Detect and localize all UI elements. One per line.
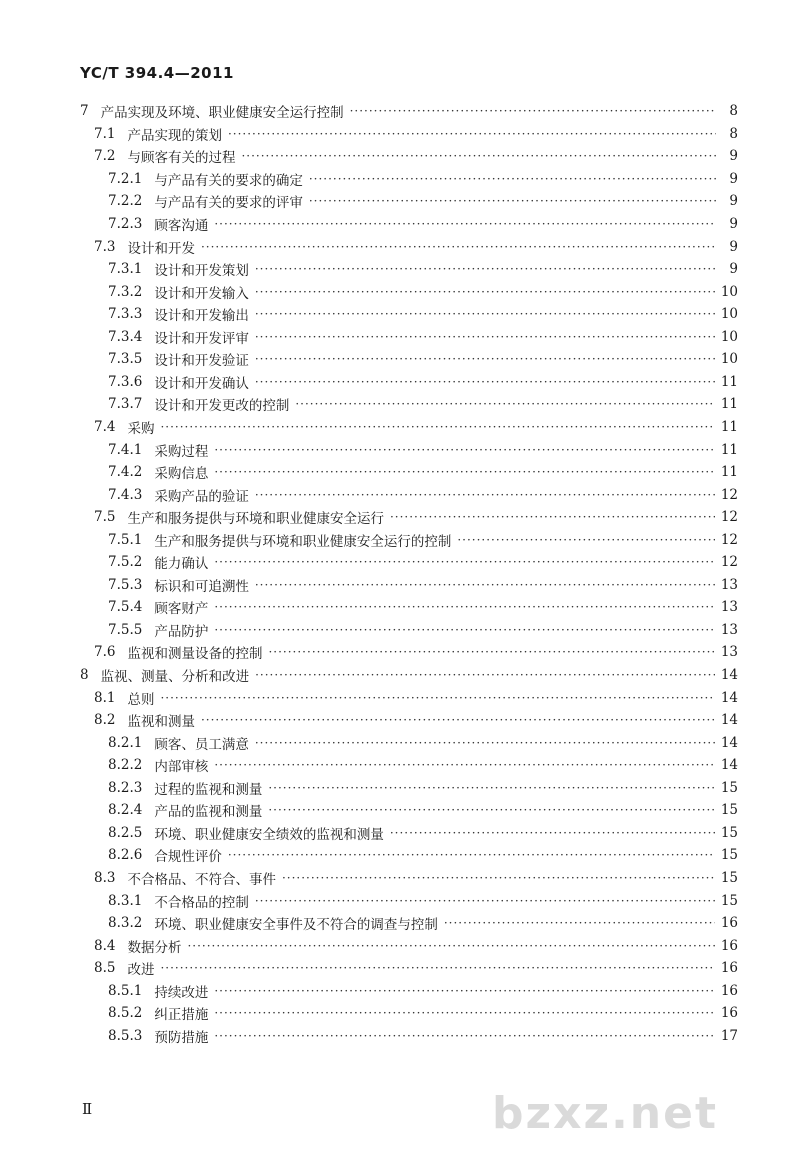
toc-leader-dots [444,916,715,930]
toc-entry-title: 纠正措施 [154,1007,209,1024]
toc-entry-page: 10 [720,306,738,323]
toc-entry[interactable] [0,1025,800,1048]
toc-entry-number: 8.2 [94,712,116,729]
toc-entry-title: 产品的监视和测量 [154,804,263,821]
toc-entry[interactable] [0,483,800,506]
toc-leader-dots [390,826,715,840]
toc-entry-number: 7.5.1 [108,531,143,548]
toc-leader-dots [255,488,715,502]
toc-entry-page: 10 [720,328,738,345]
toc-entry-page: 16 [720,937,738,954]
toc-entry[interactable] [0,1002,800,1025]
toc-entry-page: 15 [720,802,738,819]
toc-entry-page: 9 [729,148,738,165]
toc-entry[interactable] [0,528,800,551]
toc-entry[interactable] [0,461,800,484]
toc-leader-dots [214,555,714,569]
toc-leader-dots [201,240,716,254]
toc-entry[interactable] [0,506,800,529]
toc-entry-number: 7.5.3 [108,576,143,593]
toc-entry[interactable] [0,934,800,957]
toc-leader-dots [350,104,716,118]
toc-entry-page: 9 [729,193,738,210]
toc-entry[interactable] [0,213,800,236]
toc-leader-dots [309,172,716,186]
toc-entry[interactable] [0,754,800,777]
toc-entry-number: 7.3.2 [108,283,143,300]
toc-entry-page: 15 [720,847,738,864]
toc-entry[interactable] [0,731,800,754]
toc-entry-page: 11 [720,418,738,435]
toc-entry-number: 7.5 [94,509,116,526]
toc-entry-page: 11 [720,396,738,413]
toc-leader-dots [187,939,714,953]
toc-entry-page: 16 [720,1005,738,1022]
toc-leader-dots [268,803,714,817]
toc-entry-page: 9 [729,216,738,233]
toc-entry-page: 12 [720,554,738,571]
toc-leader-dots [255,262,716,276]
toc-entry-title: 能力确认 [154,556,209,573]
toc-entry[interactable] [0,393,800,416]
toc-entry-page: 13 [720,576,738,593]
toc-entry-page: 17 [720,1027,738,1044]
toc-entry-title: 顾客财产 [154,601,209,618]
toc-entry-page: 8 [729,103,738,120]
toc-entry-page: 11 [720,464,738,481]
toc-entry-number: 8.4 [94,937,116,954]
toc-entry-title: 生产和服务提供与环境和职业健康安全运行的控制 [154,533,452,550]
toc-entry[interactable] [0,619,800,642]
toc-entry-title: 设计和开发更改的控制 [154,398,290,415]
toc-entry-page: 9 [729,170,738,187]
toc-leader-dots [255,736,715,750]
toc-entry-title: 不合格品的控制 [154,894,249,911]
toc-entry-number: 8.1 [94,689,116,706]
toc-entry[interactable] [0,235,800,258]
toc-entry-title: 设计和开发输入 [154,285,249,302]
toc-entry-page: 15 [720,779,738,796]
toc-leader-dots [160,691,714,705]
toc-entry-number: 7.3 [94,238,116,255]
toc-entry[interactable] [0,371,800,394]
toc-entry[interactable] [0,348,800,371]
toc-entry-title: 生产和服务提供与环境和职业健康安全运行 [127,511,384,528]
toc-entry-number: 7.4 [94,418,116,435]
toc-leader-dots [241,149,716,163]
toc-entry-number: 8.5.1 [108,982,143,999]
toc-entry-page: 10 [720,283,738,300]
toc-entry-number: 7.5.2 [108,554,143,571]
toc-entry-title: 设计和开发评审 [154,330,249,347]
toc-entry-number: 7.6 [94,644,116,661]
toc-entry[interactable] [0,641,800,664]
toc-entry-title: 产品实现及环境、职业健康安全运行控制 [100,105,344,122]
toc-entry[interactable] [0,664,800,687]
toc-entry-title: 采购过程 [154,443,209,460]
toc-entry[interactable] [0,168,800,191]
toc-leader-dots [255,285,715,299]
toc-entry-number: 7.5.5 [108,621,143,638]
toc-leader-dots [309,194,716,208]
toc-entry-title: 监视和测量 [127,714,195,731]
toc-entry-number: 8.3 [94,869,116,886]
toc-entry-title: 与顾客有关的过程 [127,150,236,167]
toc-leader-dots [282,871,715,885]
toc-entry-page: 15 [720,869,738,886]
toc-entry-page: 15 [720,892,738,909]
toc-entry-number: 7.2.2 [108,193,143,210]
toc-entry-page: 11 [720,441,738,458]
toc-entry-number: 7.3.6 [108,373,143,390]
toc-entry-title: 合规性评价 [154,849,222,866]
toc-entry-number: 7.3.3 [108,306,143,323]
toc-entry-page: 9 [729,238,738,255]
toc-entry-number: 8 [80,667,89,684]
toc-entry-title: 与产品有关的要求的评审 [154,195,303,212]
toc-entry[interactable] [0,280,800,303]
toc-entry-number: 8.5.2 [108,1005,143,1022]
toc-entry-title: 总则 [127,691,155,708]
toc-entry-number: 7 [80,103,89,120]
toc-leader-dots [390,510,715,524]
toc-entry[interactable] [0,957,800,980]
toc-entry-title: 与产品有关的要求的确定 [154,172,303,189]
toc-entry-number: 7.4.1 [108,441,143,458]
toc-entry[interactable] [0,686,800,709]
toc-leader-dots [268,645,714,659]
toc-entry-title: 采购信息 [154,466,209,483]
toc-entry-title: 持续改进 [154,984,209,1001]
toc-entry-title: 改进 [127,962,155,979]
toc-entry[interactable] [0,912,800,935]
toc-leader-dots [214,1029,714,1043]
toc-entry-page: 9 [729,261,738,278]
toc-entry-title: 采购 [127,420,155,437]
toc-leader-dots [228,848,715,862]
toc-entry-number: 7.2.3 [108,216,143,233]
toc-entry[interactable] [0,123,800,146]
toc-entry-title: 顾客沟通 [154,218,209,235]
toc-entry-title: 顾客、员工满意 [154,736,249,753]
toc-entry-page: 14 [720,757,738,774]
toc-leader-dots [255,352,715,366]
toc-entry-page: 13 [720,644,738,661]
toc-entry-title: 采购产品的验证 [154,488,249,505]
toc-entry-title: 标识和可追溯性 [154,578,249,595]
toc-entry-number: 8.2.1 [108,734,143,751]
toc-entry[interactable] [0,190,800,213]
toc-entry-page: 13 [720,599,738,616]
toc-entry[interactable] [0,799,800,822]
toc-leader-dots [255,375,715,389]
toc-entry[interactable] [0,979,800,1002]
toc-entry[interactable] [0,777,800,800]
toc-entry-page: 14 [720,667,738,684]
toc-entry[interactable] [0,100,800,123]
toc-leader-dots [255,668,715,682]
toc-entry-number: 7.2.1 [108,170,143,187]
toc-entry-title: 预防措施 [154,1029,209,1046]
toc-leader-dots [214,758,714,772]
toc-entry[interactable] [0,889,800,912]
toc-leader-dots [255,330,715,344]
toc-entry-page: 12 [720,531,738,548]
toc-entry[interactable] [0,574,800,597]
toc-entry[interactable] [0,438,800,461]
toc-entry-page: 16 [720,982,738,999]
toc-leader-dots [214,984,714,998]
toc-entry-number: 7.4.3 [108,486,143,503]
toc-entry-number: 8.2.2 [108,757,143,774]
toc-entry[interactable] [0,258,800,281]
toc-entry-page: 12 [720,509,738,526]
toc-entry-page: 15 [720,824,738,841]
toc-entry-number: 8.3.2 [108,915,143,932]
toc-entry-number: 8.2.6 [108,847,143,864]
toc-entry-title: 监视、测量、分析和改进 [100,669,250,686]
toc-entry-number: 7.3.4 [108,328,143,345]
toc-entry-title: 设计和开发验证 [154,353,249,370]
toc-leader-dots [160,961,714,975]
toc-leader-dots [255,307,715,321]
toc-entry[interactable] [0,145,800,168]
toc-leader-dots [295,397,714,411]
toc-entry-title: 设计和开发策划 [154,263,249,280]
toc-entry[interactable] [0,551,800,574]
toc-leader-dots [255,578,715,592]
toc-entry-page: 10 [720,351,738,368]
toc-entry-title: 内部审核 [154,759,209,776]
toc-entry-page: 12 [720,486,738,503]
toc-entry[interactable] [0,416,800,439]
watermark: bzxz.net [492,1088,719,1139]
page-number: Ⅱ [82,1100,93,1118]
toc-entry-number: 7.5.4 [108,599,143,616]
toc-entry-number: 7.4.2 [108,464,143,481]
toc-entry-number: 8.2.5 [108,824,143,841]
toc-entry-title: 设计和开发 [127,240,195,257]
toc-entry[interactable] [0,709,800,732]
toc-leader-dots [214,217,716,231]
toc-entry-page: 8 [729,125,738,142]
toc-entry-page: 16 [720,960,738,977]
toc-entry-title: 环境、职业健康安全绩效的监视和测量 [154,826,384,843]
toc-leader-dots [255,894,715,908]
toc-entry-title: 数据分析 [127,939,182,956]
toc-entry[interactable] [0,596,800,619]
toc-entry-page: 14 [720,689,738,706]
toc-entry-number: 7.1 [94,125,116,142]
toc-leader-dots [201,713,715,727]
toc-entry-title: 产品实现的策划 [127,127,222,144]
toc-entry-number: 7.3.5 [108,351,143,368]
toc-entry-title: 过程的监视和测量 [154,781,263,798]
toc-entry-number: 7.2 [94,148,116,165]
toc-entry-number: 8.2.3 [108,779,143,796]
toc-entry-number: 8.5 [94,960,116,977]
toc-leader-dots [214,443,714,457]
toc-entry-title: 环境、职业健康安全事件及不符合的调查与控制 [154,917,438,934]
toc-leader-dots [160,420,714,434]
toc-leader-dots [268,781,714,795]
toc-entry-title: 设计和开发确认 [154,375,249,392]
toc-entry-page: 13 [720,621,738,638]
toc-entry-number: 8.2.4 [108,802,143,819]
toc-entry-page: 11 [720,373,738,390]
toc-entry[interactable] [0,822,800,845]
toc-entry-title: 不合格品、不符合、事件 [127,871,276,888]
toc-entry-page: 16 [720,915,738,932]
toc-entry[interactable] [0,867,800,890]
toc-entry-number: 8.5.3 [108,1027,143,1044]
toc-entry[interactable] [0,303,800,326]
toc-leader-dots [214,623,714,637]
toc-leader-dots [214,1006,714,1020]
toc-leader-dots [457,533,714,547]
toc-leader-dots [214,465,714,479]
toc-entry-number: 7.3.1 [108,261,143,278]
toc-entry-page: 14 [720,734,738,751]
toc-entry[interactable] [0,326,800,349]
toc-entry-title: 产品防护 [154,623,209,640]
toc-entry-page: 14 [720,712,738,729]
toc-entry-number: 7.3.7 [108,396,143,413]
toc-entry-number: 8.3.1 [108,892,143,909]
toc-leader-dots [214,600,714,614]
toc-entry-title: 设计和开发输出 [154,308,249,325]
standard-code-header: YC/T 394.4—2011 [80,64,234,82]
toc-entry-title: 监视和测量设备的控制 [127,646,263,663]
toc-entry[interactable] [0,844,800,867]
toc-leader-dots [228,127,716,141]
